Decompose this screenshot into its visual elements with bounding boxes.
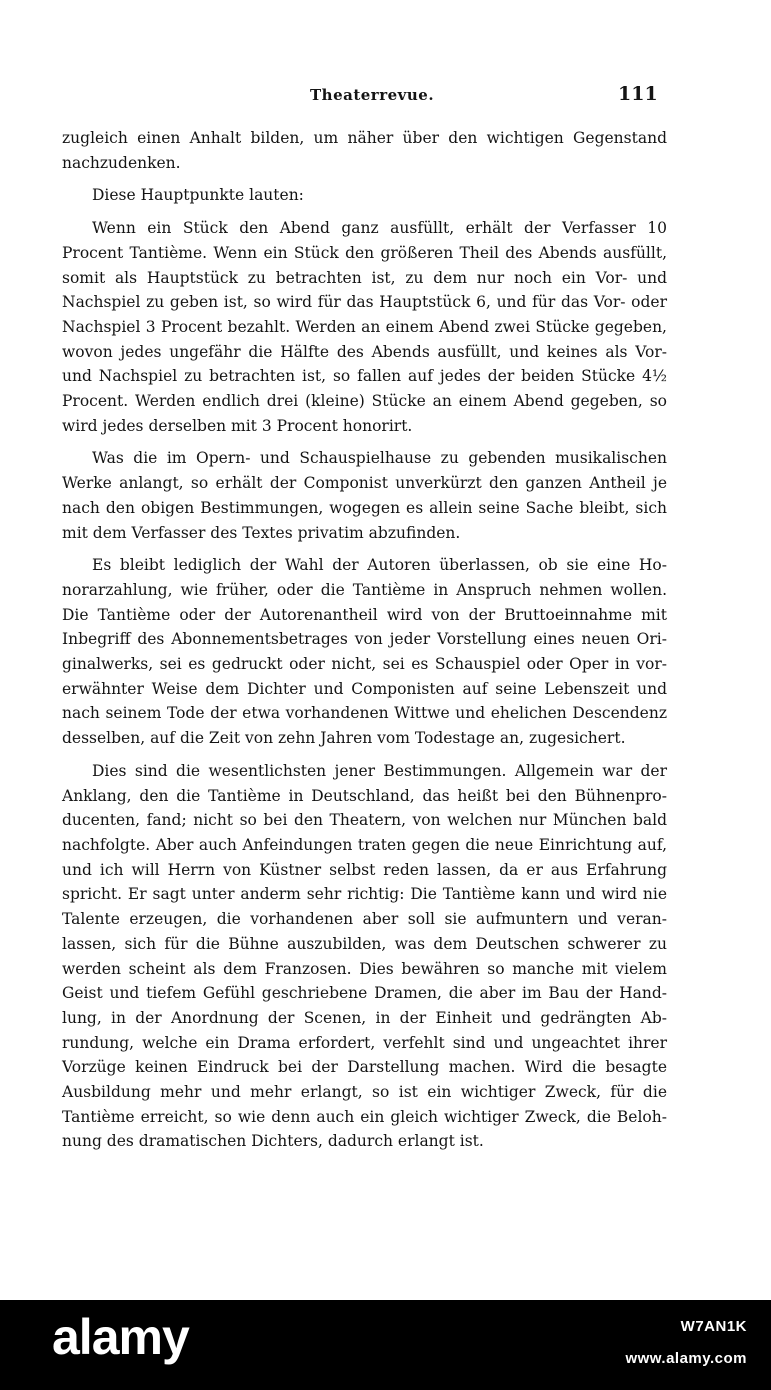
paragraph-musical-works: Was die im Opern- und Schauspielhause zu gebenden musikalischen Werke anlangt, so erhält der Componist unverkürzt den ganzen Antheil je nach den obigen Bestimmungen, wogegen es allein seine Sache bleibt, sich mit dem Verfasser des Textes privatim abzufinden. [62,449,667,542]
image-id-label: W7AN1K [680,1318,747,1335]
running-title: Theaterrevue. [310,86,435,104]
paragraph-percentages: Wenn ein Stück den Abend ganz ausfüllt, erhält der Verfasser 10 Procent Tantième. Wenn ein Stück den größeren Theil des Abends ausfüllt, somit als Hauptstück zu betrachten ist, zu dem nur noch ein Vor- und Nachspiel zu geben ist, so wird für das Hauptstück 6, und für das Vor- oder Nachspiel 3 Procent bezahlt. Werden an einem Abend zwei Stücke gegeben, wovon jedes ungefähr die Hälfte des Abends ausfüllt, und keines als Vor- und Nachspiel zu betrachten ist, so fallen auf jedes der beiden Stücke 4½ Procent. Werden endlich drei (kleine) Stücke an einem Abend gegeben, so wird jedes derselben mit 3 Procent honorirt. [62,219,667,435]
alamy-logo: alamy [52,1309,189,1365]
paragraph-author-choice: Es bleibt lediglich der Wahl der Autoren überlassen, ob sie eine Honorarzahlung, wie früher, oder die Tantième in Anspruch nehmen wollen. Die Tantième oder der Autorenantheil wird von der Bruttoeinnahme mit Inbegriff des Abonnementsbetrages von jeder Vorstellung eines neuen Originalwerks, sei es gedruckt oder nicht, sei es Schauspiel oder Oper in vorerwähnter Weise dem Dichter und Componisten auf seine Lebenszeit und nach seinem Tode der etwa vorhandenen Wittwe und ehelichen Descendenz desselben, auf die Zeit von zehn Jahren vom Todestage an, zugesichert. [62,556,667,748]
site-url-label: www.alamy.com [625,1350,747,1367]
paragraph-continuation: zugleich einen Anhalt bilden, um näher über den wichtigen Gegenstand nachzudenken. [62,129,667,172]
watermark-banner [0,1300,771,1390]
running-head [0,83,771,110]
paragraph-intro: Diese Hauptpunkte lauten: [92,186,304,205]
page-number: 111 [618,83,658,105]
body-text [62,126,667,1162]
paragraph-reception: Dies sind die wesentlichsten jener Bestimmungen. Allgemein war der Anklang, den die Tantième in Deutschland, das heißt bei den Bühnenproducenten, fand; nicht so bei den Theatern, von welchen nur München bald nachfolgte. Aber auch Anfeindungen traten gegen die neue Einrichtung auf, und ich will Herrn von Küstner selbst reden lassen, da er aus Erfahrung spricht. Er sagt unter anderm sehr richtig: Die Tantième kann und wird nie Talente erzeugen, die vorhandenen aber soll sie aufmuntern und veranlassen, sich für die Bühne auszubilden, was dem Deutschen schwerer zu werden scheint als dem Franzosen. Dies bewähren so manche mit vielem Geist und tiefem Gefühl geschriebene Dramen, die aber im Bau der Handlung, in der Anordnung der Scenen, in der Einheit und gedrängten Abrundung, welche ein Drama erfordert, verfehlt sind und ungeachtet ihrer Vorzüge keinen Eindruck bei der Darstellung machen. Wird die besagte Ausbildung mehr und mehr erlangt, so ist ein wichtiger Zweck, für die Tantième erreicht, so wie denn auch ein gleich wichtiger Zweck, die Belohnung des dramatischen Dichters, dadurch erlangt ist. [62,761,667,1151]
